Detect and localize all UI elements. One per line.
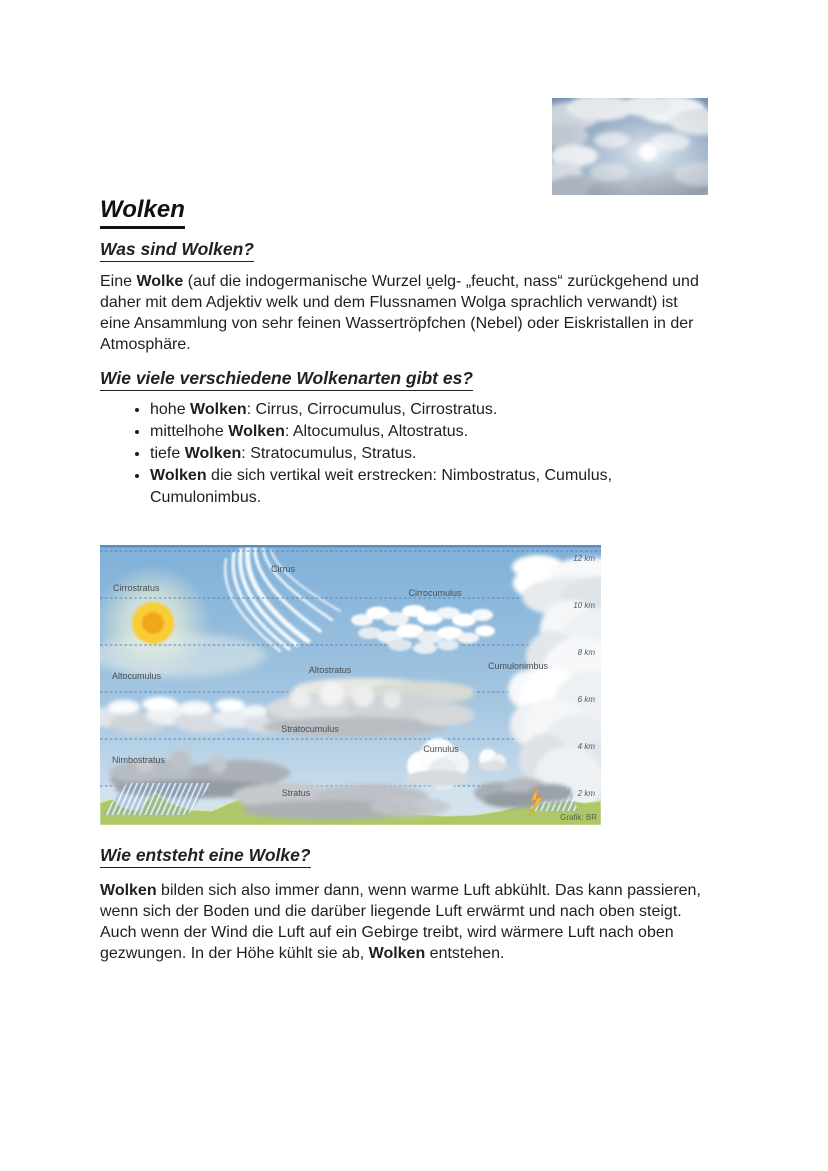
list-item-hohe-wolken: [150, 399, 612, 421]
text-segment-bold: Wolken: [150, 467, 207, 484]
altitude-label-4km: 4 km: [577, 742, 595, 751]
text-line: Auch wenn der Wind die Luft auf ein Gebirge treibt, wird wärmere Luft nach oben: [100, 924, 674, 941]
text-segment: gezwungen. In der Höhe kühlt sie ab,: [100, 945, 369, 962]
label-stratus: Stratus: [281, 788, 311, 798]
text-segment: tiefe: [150, 445, 185, 462]
altitude-label-10km: 10 km: [573, 601, 595, 610]
page-title: Wolken: [100, 196, 185, 229]
label-cirrostratus: Cirrostratus: [113, 583, 160, 593]
text-line: [150, 465, 612, 487]
sky-photo-image: [552, 98, 708, 195]
text-segment-bold: Wolken: [228, 423, 285, 440]
cloud-diagram-image: [100, 545, 601, 825]
heading-was-sind-wolken: Was sind Wolken?: [100, 239, 254, 262]
list-item-vertikale-wolken: [150, 465, 612, 509]
text-segment: : Cirrus, Cirrocumulus, Cirrostratus.: [246, 401, 498, 418]
text-segment-bold: Wolken: [190, 401, 247, 418]
altitude-label-8km: 8 km: [577, 648, 595, 657]
text-segment-bold: Wolken: [184, 445, 242, 462]
cloud-types-list: [100, 399, 612, 509]
text-segment: hohe: [150, 401, 191, 418]
text-segment: (auf die indogermanische Wurzel u̯elg- „feucht, nass“ zurückgehend und: [183, 273, 699, 290]
sky-photo: [552, 98, 708, 195]
text-segment-bold: Wolken: [100, 882, 157, 899]
altitude-label-6km: 6 km: [577, 695, 595, 704]
sun-icon: [132, 602, 174, 644]
text-line: Cumulonimbus.: [150, 489, 262, 506]
text-segment: : Altocumulus, Altostratus.: [284, 423, 469, 440]
text-segment: die sich vertikal weit erstrecken: Nimbostratus, Cumulus,: [206, 467, 613, 484]
text-segment: mittelhohe: [150, 423, 229, 440]
label-nimbostratus: Nimbostratus: [112, 755, 166, 765]
paragraph-entstehung: [100, 880, 701, 964]
text-segment: bilden sich also immer dann, wenn warme Luft abkühlt. Das kann passieren,: [156, 882, 701, 899]
text-segment-bold: Wolke: [136, 273, 184, 290]
text-line: [100, 271, 699, 292]
label-cirrus: Cirrus: [271, 564, 295, 574]
text-line: wenn sich der Boden und die darüber liegende Luft erwärmt und nach oben steigt.: [100, 903, 682, 920]
text-segment: entstehen.: [425, 945, 505, 962]
text-segment-bold: Wolken: [368, 945, 426, 962]
label-stratocumulus: Stratocumulus: [281, 724, 339, 734]
altitude-label-2km: 2 km: [577, 789, 595, 798]
altitude-label-12km: 12 km: [573, 554, 595, 563]
diagram-credit: Grafik: BR: [560, 813, 597, 822]
label-cumulonimbus: Cumulonimbus: [487, 661, 549, 671]
text-segment: : Stratocumulus, Stratus.: [241, 445, 417, 462]
text-line: Atmosphäre.: [100, 336, 191, 353]
text-line: eine Ansammlung von sehr feinen Wassertröpfchen (Nebel) oder Eiskristallen in der: [100, 315, 694, 332]
text-line: [100, 880, 701, 901]
text-line: [100, 943, 701, 964]
label-cumulus: Cumulus: [423, 744, 459, 754]
text-line: daher mit dem Adjektiv welk und dem Flussnamen Wolga sprachlich verwandt) ist: [100, 294, 678, 311]
paragraph-definition: [100, 271, 699, 355]
heading-wolkenarten: Wie viele verschiedene Wolkenarten gibt es?: [100, 368, 473, 391]
cloud-altitude-diagram: [100, 545, 601, 825]
label-altostratus: Altostratus: [308, 665, 352, 675]
list-item-mittelhohe-wolken: [150, 421, 612, 443]
text-segment: Eine: [100, 273, 137, 290]
label-cirrocumulus: Cirrocumulus: [408, 588, 462, 598]
list-item-tiefe-wolken: [150, 443, 612, 465]
label-altocumulus: Altocumulus: [112, 671, 162, 681]
heading-wie-entsteht: Wie entsteht eine Wolke?: [100, 845, 311, 868]
